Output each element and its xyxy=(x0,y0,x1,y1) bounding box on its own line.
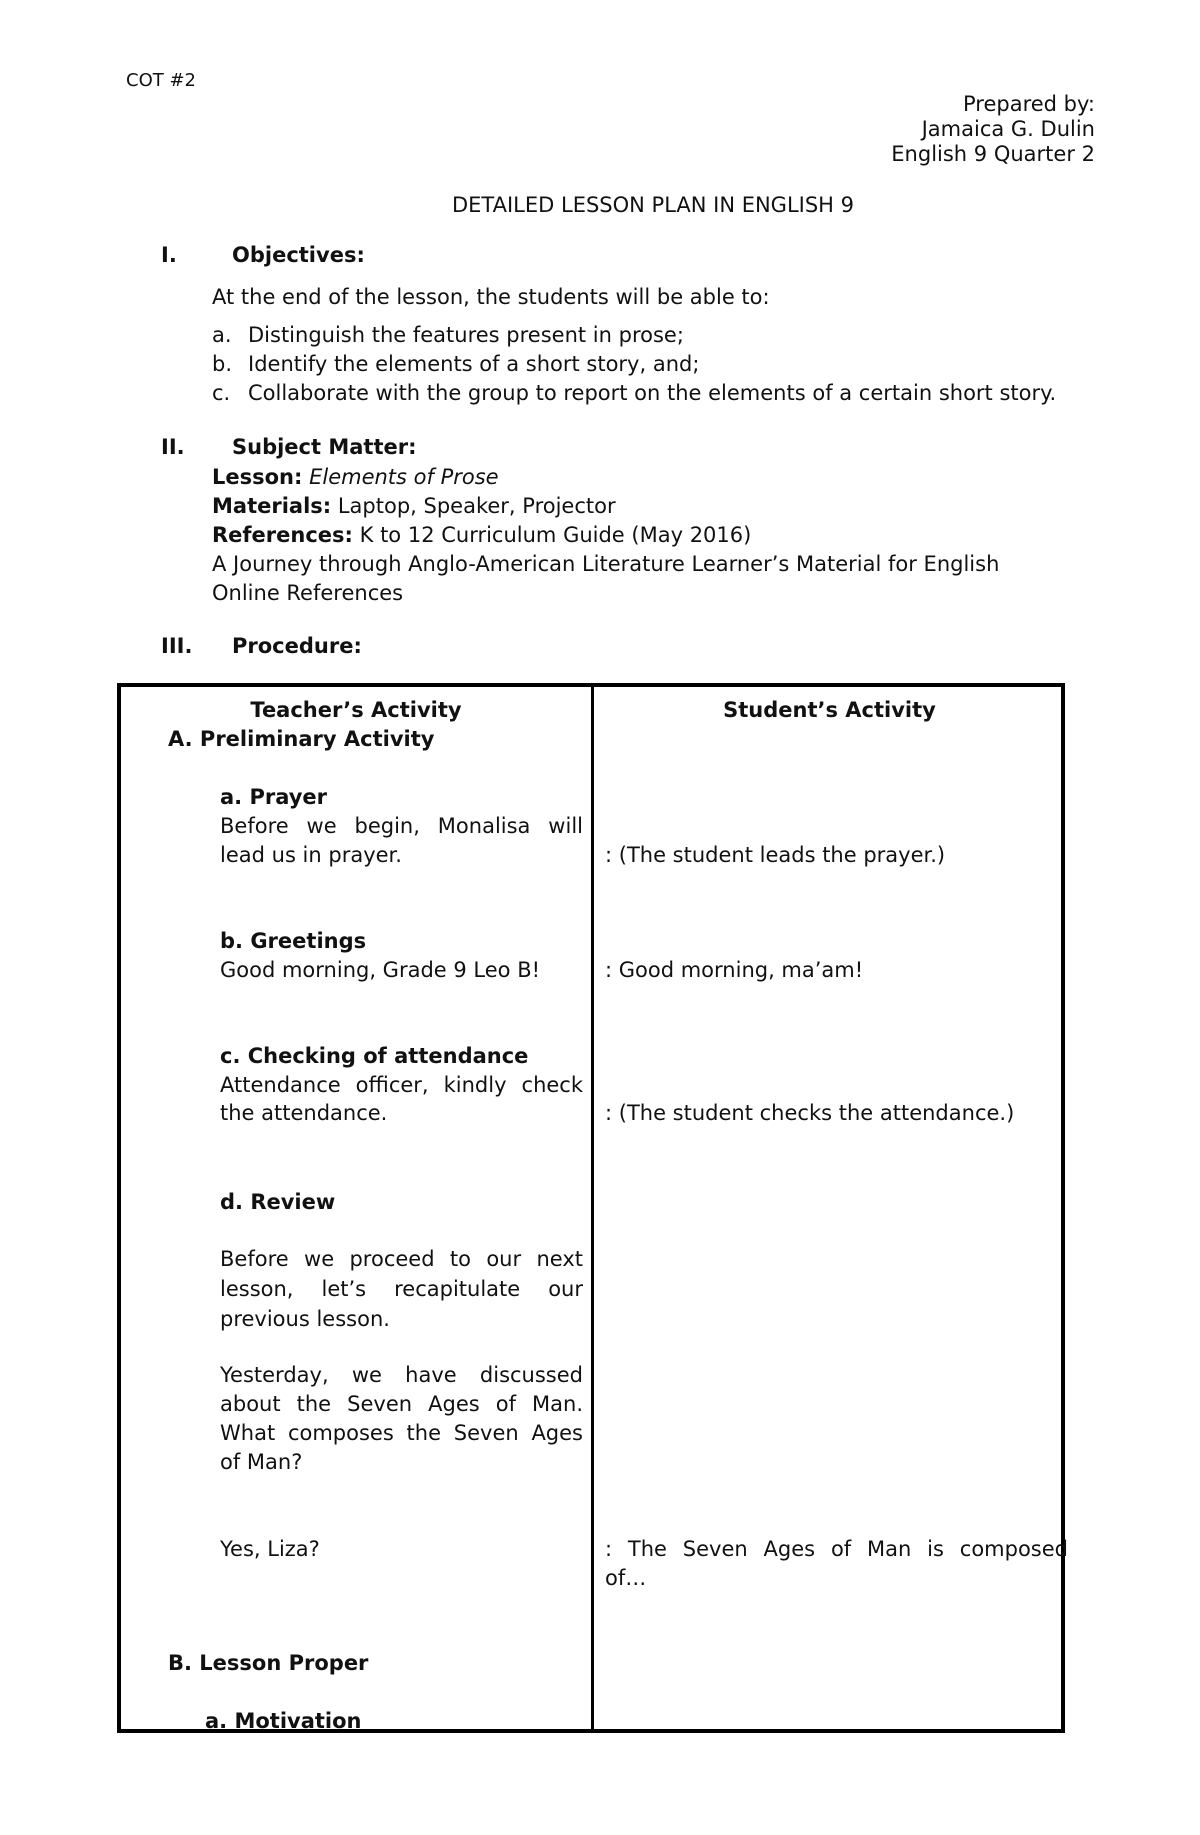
prayer-text xyxy=(220,814,583,838)
preliminary-activity-heading: A. Preliminary Activity xyxy=(168,727,435,751)
objective-item-b: Identify the elements of a short story, and; xyxy=(248,352,700,376)
review-response-line1: : The Seven Ages of Man is composed xyxy=(605,1537,1068,1561)
materials-label: Materials: xyxy=(212,494,332,518)
review-paragraph-1 xyxy=(220,1247,583,1331)
review-p2-line2: about the Seven Ages of Man. xyxy=(220,1392,583,1416)
lesson-proper-heading: B. Lesson Proper xyxy=(168,1651,369,1675)
objective-item-a: Distinguish the features present in prose; xyxy=(248,323,684,347)
review-paragraph-2 xyxy=(220,1363,583,1474)
attendance-heading: c. Checking of attendance xyxy=(220,1044,529,1068)
prayer-heading: a. Prayer xyxy=(220,785,328,809)
document-id: COT #2 xyxy=(126,70,196,91)
prayer-text-line1: Before we begin, Monalisa will xyxy=(220,814,583,838)
review-p1-line3: previous lesson. xyxy=(220,1307,390,1331)
review-p2-line4: of Man? xyxy=(220,1450,303,1474)
objective-marker-c: c. xyxy=(212,381,231,405)
section-heading-procedure: Procedure: xyxy=(232,634,362,658)
objective-marker-a: a. xyxy=(212,323,232,347)
review-p2-line1: Yesterday, we have discussed xyxy=(220,1363,583,1387)
review-p2-line3: What composes the Seven Ages xyxy=(220,1421,583,1445)
student-activity-header: Student’s Activity xyxy=(723,698,936,722)
attendance-text-2: the attendance. xyxy=(220,1101,388,1125)
attendance-text-line1: Attendance officer, kindly check xyxy=(220,1073,583,1097)
references-value: K to 12 Curriculum Guide (May 2016) xyxy=(359,523,752,547)
section-number-procedure: III. xyxy=(161,634,193,658)
section-number-objectives: I. xyxy=(161,243,177,267)
teacher-activity-header: Teacher’s Activity xyxy=(250,698,462,722)
section-number-subject-matter: II. xyxy=(161,435,185,459)
column-divider xyxy=(591,687,594,1729)
review-response-line2: of… xyxy=(605,1566,647,1590)
objective-item-c: Collaborate with the group to report on the elements of a certain short story. xyxy=(248,381,1057,405)
prepared-by-label: Prepared by: xyxy=(963,92,1095,116)
materials-line xyxy=(212,494,616,518)
materials-value: Laptop, Speaker, Projector xyxy=(337,494,616,518)
review-response xyxy=(605,1537,1068,1590)
procedure-table xyxy=(117,683,1068,1733)
section-heading-subject-matter: Subject Matter: xyxy=(232,435,417,459)
lesson-line xyxy=(212,465,499,489)
greetings-response: : Good morning, ma’am! xyxy=(605,958,864,982)
greetings-heading: b. Greetings xyxy=(220,929,367,953)
subject-quarter: English 9 Quarter 2 xyxy=(891,142,1095,166)
review-heading: d. Review xyxy=(220,1190,336,1214)
review-p1-line1: Before we proceed to our next xyxy=(220,1247,583,1271)
motivation-heading: a. Motivation xyxy=(205,1709,362,1733)
objectives-intro: At the end of the lesson, the students will be able to: xyxy=(212,285,770,309)
review-p1-line2: lesson, let’s recapitulate our xyxy=(220,1277,583,1301)
lesson-value: Elements of Prose xyxy=(309,465,499,489)
prayer-response: : (The student leads the prayer.) xyxy=(605,843,946,867)
prayer-text-2: lead us in prayer. xyxy=(220,843,402,867)
objective-marker-b: b. xyxy=(212,352,233,376)
author-name: Jamaica G. Dulin xyxy=(921,117,1095,141)
attendance-text xyxy=(220,1073,583,1097)
greetings-text: Good morning, Grade 9 Leo B! xyxy=(220,958,541,982)
references-label: References: xyxy=(212,523,353,547)
review-call-on-student: Yes, Liza? xyxy=(220,1537,320,1561)
section-heading-objectives: Objectives: xyxy=(232,243,365,267)
lesson-label: Lesson: xyxy=(212,465,303,489)
references-line xyxy=(212,523,751,547)
reference-learners-material: A Journey through Anglo-American Literature Learner’s Material for English xyxy=(212,552,1000,576)
page-title: DETAILED LESSON PLAN IN ENGLISH 9 xyxy=(451,193,855,217)
attendance-response: : (The student checks the attendance.) xyxy=(605,1101,1015,1125)
reference-online: Online References xyxy=(212,581,404,605)
